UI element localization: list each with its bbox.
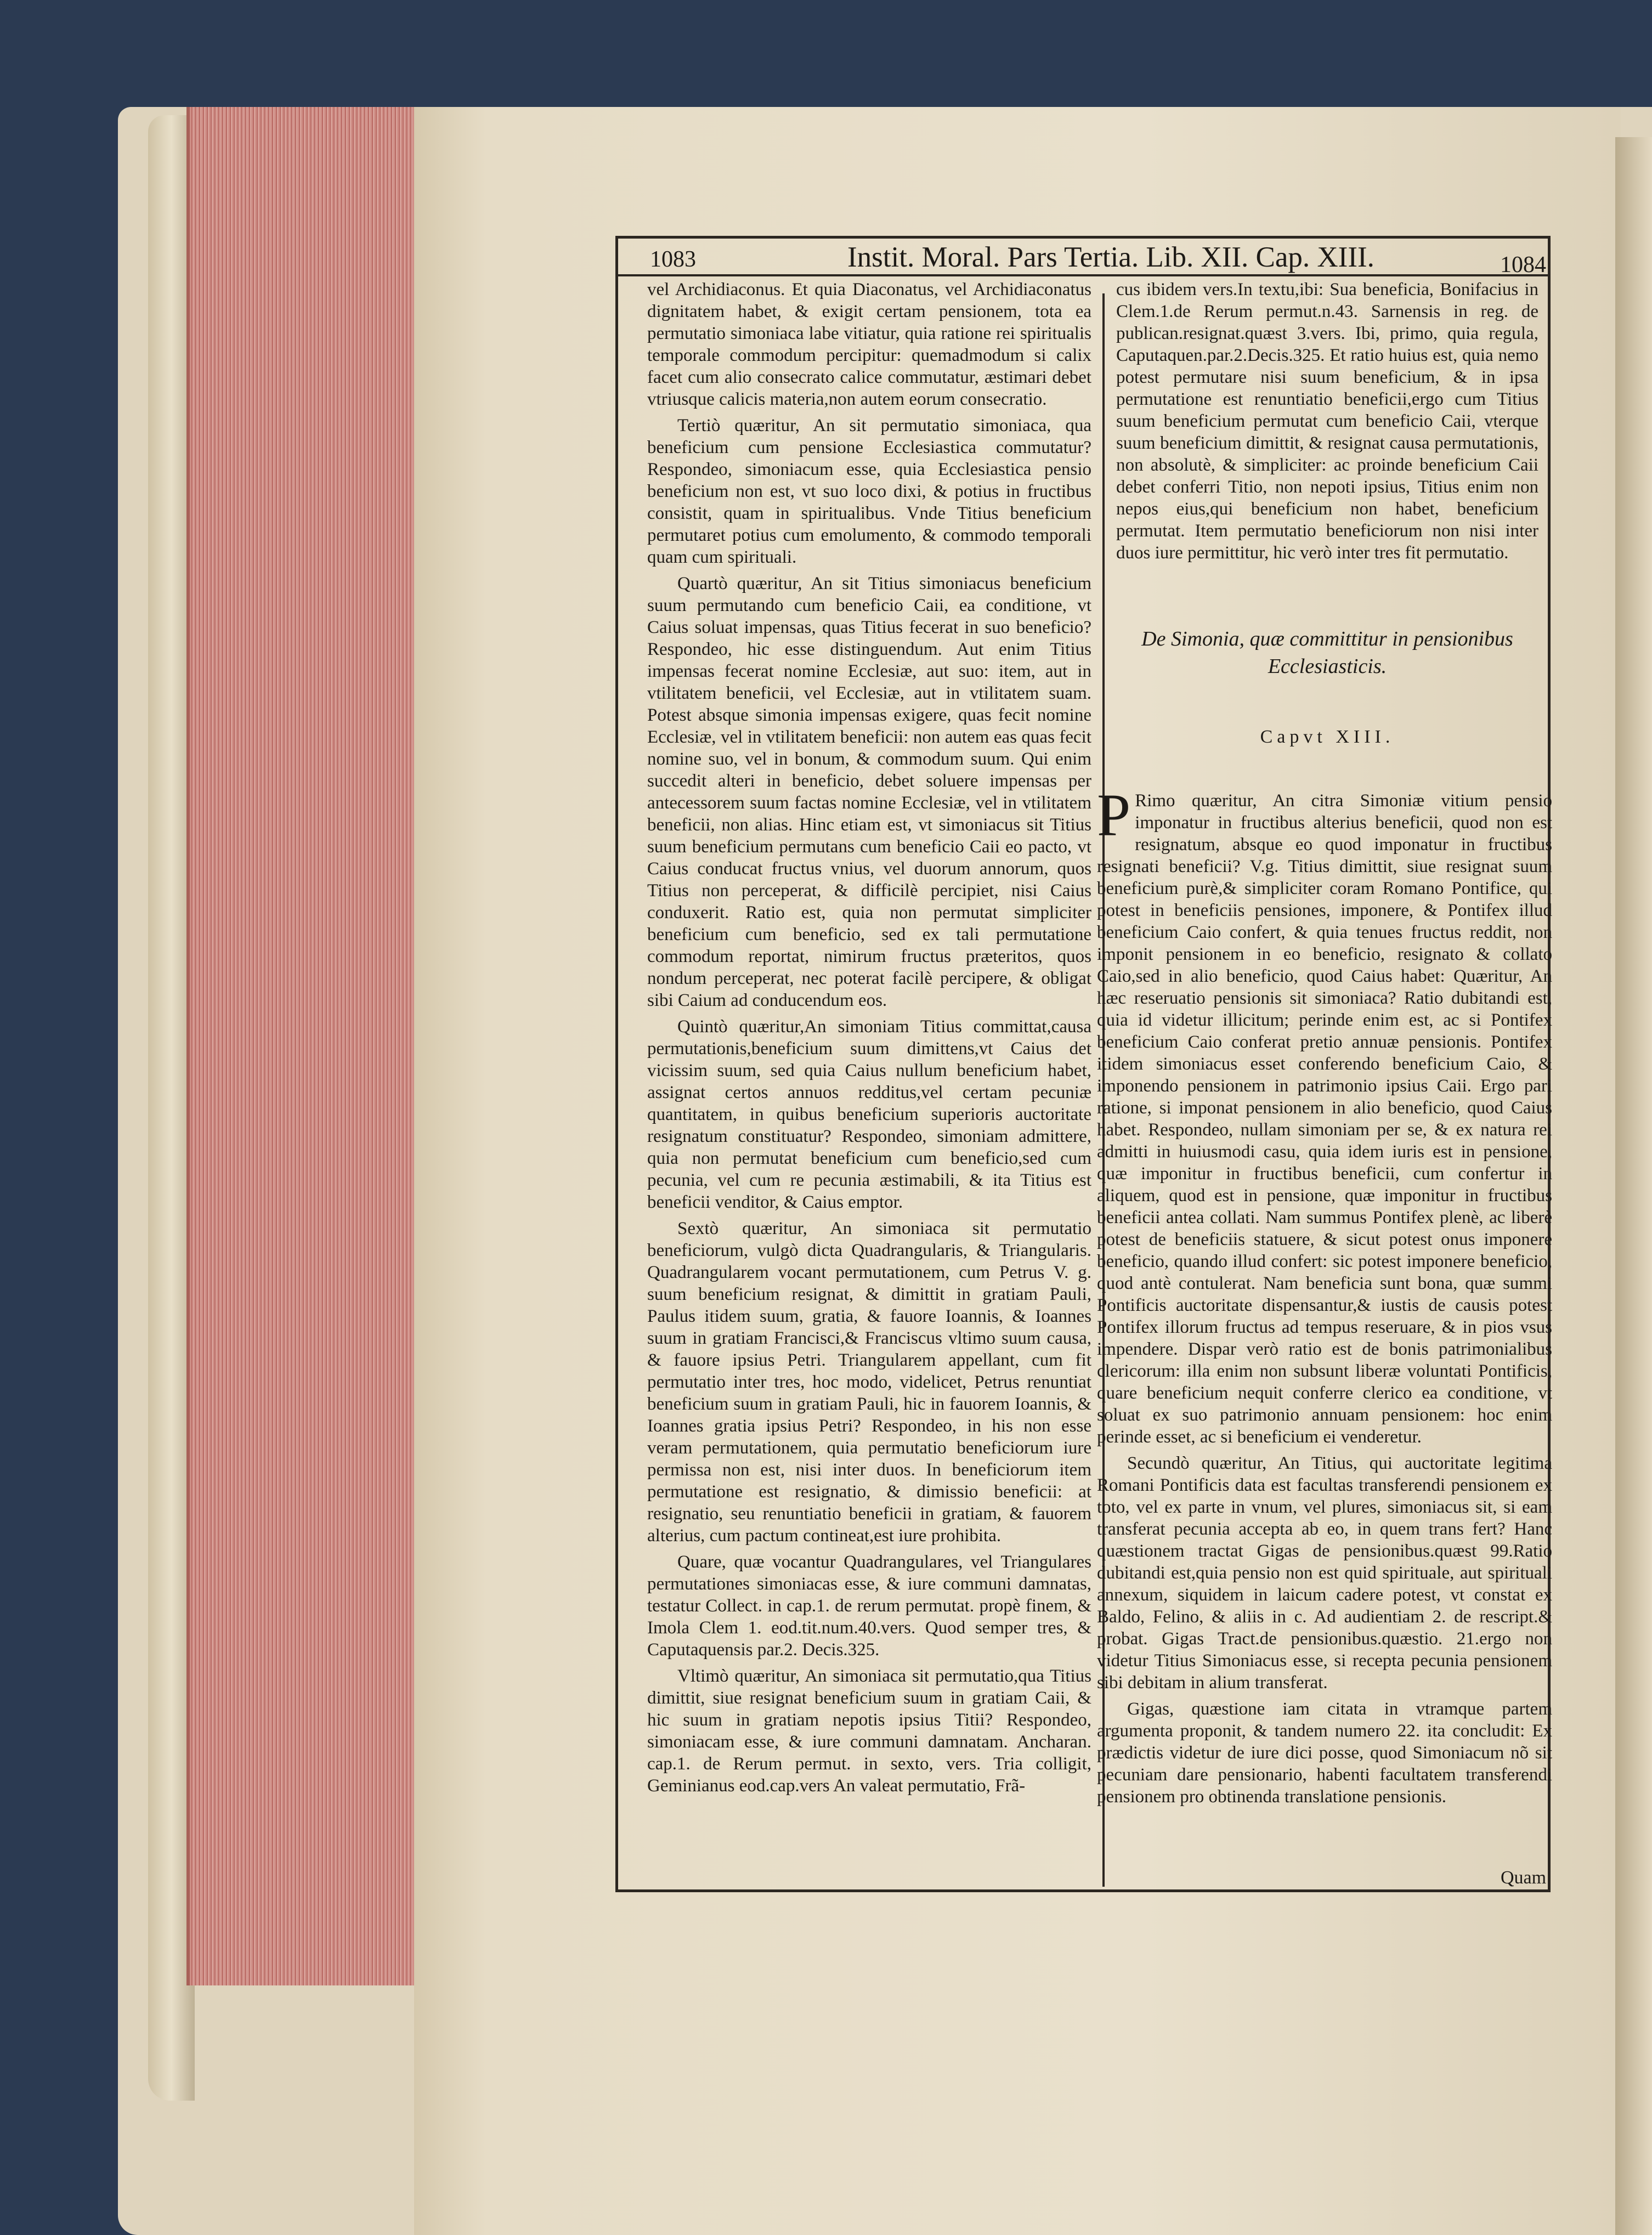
paragraph: Quartò quæritur, An sit Titius simoniacus beneficium suum permutando cum beneficio Caii, ea conditione, vt Caius soluat impensas, quas Titius fecerat in suo beneficio? Respondeo, hic esse distinguendum. Aut enim Titius impensas fecerat nomine Ecclesiæ, aut suo: item, aut in vtilitatem beneficii, vel Ecclesiæ, aut in vtilitatem suam. Potest absque simonia impensas exigere, quas fecit nomine Ecclesiæ, vel in vtilitatem beneficii: non autem eas quas fecit nomine suo, vel in bonum, & commodum suum. Qui enim succedit alteri in beneficio, debet soluere impensas per antecessorem suum factas nomine Ecclesiæ, vel in vtilitatem beneficii, non alias. Hinc etiam est, vt simoniacus sit Titius suum beneficium permutans cum beneficio Caii eo pacto, vt Caius conducat fructus vnius, vel duorum annorum, quos Titius non perceperat, & difficilè percipiet, nisi Caius conduxerit. Ratio est, quia non permutat simpliciter beneficium cum beneficio, sed ex tali permutatione commodum reportat, nimirum fructus præteritos, quos nondum perceperat, nec poterat facilè percipere, & obligat sibi Caium ad conducendum eos. (647, 574, 1091, 1010)
left-page-number: 1083 (650, 247, 696, 272)
paragraph: Gigas, quæstione iam citata in vtramque partem argumenta proponit, & tandem numero 22. ita concludit: Ex prædictis videtur de iure dici posse, quod Simoniacum nõ sit pecuniam dare pensionario, habenti facultatem transferendi pensionem pro obtinenda translatione pensionis. (1097, 1699, 1552, 1807)
paragraph (1097, 790, 1552, 1448)
left-column (647, 279, 1091, 1886)
paragraph: vel Archidiaconus. Et quia Diaconatus, vel Archidiaconatus dignitatem habet, & exigit certam pensionem, tota ea permutatio simoniaca labe vitiatur, quia ratione rei spiritualis temporale commodum percipitur: quemadmodum si calix facet cum alio consecrato calice commutatur, æstimari debet vtriusque calicis materia,non autem eorum consecratio. (647, 280, 1091, 409)
header-rule (615, 274, 1551, 276)
paragraph: Quintò quæritur,An simoniam Titius committat,causa permutationis,beneficium suum dimittens,vt Caius det vicissim suum, sed quia Caius nullum beneficium habet, assignat certos annuos redditus,vel certam pecuniæ quantitatem, in quibus beneficium superioris auctoritate resignatum constituatur? Respondeo, simoniam admittere, quia non permutat beneficium cum beneficio,sed cum pecunia, vel cum re pecunia æstimabili, & ita Titius est beneficii venditor, & Caius emptor. (647, 1017, 1091, 1212)
paragraph: Tertiò quæritur, An sit permutatio simoniaca, qua beneficium cum pensione Ecclesiastica commutatur? Respondeo, simoniacum esse, quia Ecclesiastica pensio beneficium non est, vt suo loco dixi, & potius in fructibus consistit, quam in spiritualibus. Vnde Titius beneficium permutaret potius cum emolumento, & commodo temporali quam cum spirituali. (647, 416, 1091, 567)
paragraph: Vltimò quæritur, An simoniaca sit permutatio,qua Titius dimittit, siue resignat beneficium suum in gratiam Caii, & hic suum in gratiam nepotis ipsius Titii? Respondeo, simoniacam esse, & iure communi damnatam. Ancharan. cap.1. de Rerum permut. in sexto, vers. Tria colligit, Geminianus eod.cap.vers An valeat permutatio, Frã- (647, 1666, 1091, 1796)
facing-page-edge (1615, 137, 1652, 2235)
paragraph: cus ibidem vers.In textu,ibi: Sua beneficia, Bonifacius in Clem.1.de Rerum permut.n.43. Sarnensis in reg. de publican.resignat.quæst 3.vers. Ibi, primo, quia regula, Caputaquen.par.2.Decis.325. Et ratio huius est, quia nemo potest permutare nisi suum beneficium, & in ipsa permutatione est renuntiatio beneficii,ergo cum Titius suum beneficium permutat cum beneficio Caii, vterque suum beneficium dimittit, & resignat causa permutationis, non absolutè, & simpliciter: ac proinde beneficium Caii debet conferri Titio, non nepoti ipsius, Titius enim non nepos eius,qui beneficium non habet, beneficium permutat. Item permutatio beneficiorum non nisi inter duos iure permittitur, hic verò inter tres fit permutatio. (1116, 280, 1538, 563)
catchword: Quam (1501, 1868, 1547, 1888)
chapter-title: Capvt XIII. (1260, 727, 1395, 747)
paragraph: Secundò quæritur, An Titius, qui auctoritate legitima Romani Pontificis data est facultas transferendi pensionem ex toto, vel ex parte in vnum, vel plures, simoniacus sit, si eam transferat pecunia accepta ab eo, in quem trans fert? Hanc quæstionem tractat Gigas de pensionibus.quæst 99.Ratio dubitandi est,quia pensio non est quid spirituale, aut spirituali annexum, siquidem in laicum cadere potest, vt constat ex Baldo, Felino, & aliis in c. Ad audientiam 2. de rescript.& probat. Gigas Tract.de pensionibus.quæstio. 21.ergo non videtur Titius Simoniacus esse, si recepta pecunia pensionem sibi debitam in alium transferat. (1097, 1453, 1552, 1693)
right-page-number: 1084 (1500, 252, 1546, 278)
running-head: Instit. Moral. Pars Tertia. Lib. XII. Cap. XIII. (847, 241, 1374, 273)
page-edges (186, 107, 420, 1985)
drop-cap: P (1097, 790, 1131, 848)
paragraph: Sextò quæritur, An simoniaca sit permutatio beneficiorum, vulgò dicta Quadrangularis, & Triangularis. Quadrangularem vocant permutationem, cum Petrus V. g. suum beneficium resignat, & dimittit in gratiam Pauli, Paulus itidem suum, gratia, & fauore Ioannis, & Ioannes suum in gratiam Francisci,& Franciscus vltimo suum causa, & fauore ipsius Petri. Triangularem appellant, cum fit permutatio inter tres, hoc modo, videlicet, Petrus renuntiat beneficium suum in gratiam Pauli, hic in fauorem Ioannis, & Ioannes gratia ipsius Petri? Respondeo, in his non esse veram permutationem, quia permutatio beneficiorum iure permissa non est, nisi inter duos. In beneficiorum item permutatione est resignatio, & dimissio beneficii: at resignatio, seu renuntiatio beneficii in gratiam, & fauorem alterius, cum pactum contineat,est iure prohibita. (647, 1219, 1091, 1546)
section-title: De Simonia, quæ committitur in pensionibus Ecclesiasticis. (1141, 627, 1513, 678)
paragraph-text: Rimo quæritur, An citra Simoniæ vitium pensio imponatur in fructibus alterius beneficii, quod non est resignatum, absque eo quod imponatur in fructibus resignati beneficii? V.g. Titius dimittit, siue resignat suum beneficium purè,& simpliciter coram Romano Pontifice, qui potest in beneficiis pensiones, imponere, & Pontifex illud beneficium Caio confert, & quia tenues fructus reddit, non imponit pensionem in eo beneficio, resignato & collato Caio,sed in alio beneficio, quod Caius habet: Quæritur, An hæc reseruatio pensionis sit simoniaca? Ratio dubitandi est, quia id videtur illicitum; perinde enim est, ac si Pontifex beneficium Caio conferat pretio annuæ pensionis. Pontifex itidem simoniacus esset conferendo beneficium Caio, & imponendo pensionem in patrimonio ipsius Caii. Ergo pari ratione, si imponat pensionem in alio beneficio, quod Caius habet. Respondeo, nullam simoniam per se, & ex natura rei admitti in huiusmodi casu, quia idem iuris est in pensione, quæ imponitur in fructibus beneficii, cum confertur in aliquem, quod est in pensione, quæ imponitur in fructibus beneficii antea collati. Nam summus Pontifex plenè, ac liberè potest de beneficiis statuere, & sicut potest onus imponere beneficio, quando illud confert: sic potest imponere beneficio, quod antè contulerat. Nam beneficia sunt bona, quæ summi Pontificis auctoritate dispensantur,& iustis de causis potest Pontifex illorum fructus ad tempus reseruare, & in pios vsus impendere. Dispar verò ratio est de bonis patrimonialibus clericorum: illa enim non subsunt liberæ voluntati Pontificis, quare beneficium nequit conferre clerico ea conditione, vt soluat ex suo patrimonio annuam pensionem: hoc enim perinde esset, ac si beneficium ei venderetur. (1097, 791, 1552, 1447)
right-column-continuation (1116, 279, 1538, 578)
paragraph: Quare, quæ vocantur Quadrangulares, vel Triangulares permutationes simoniacas esse, & iure communi damnatas, testatur Collect. in cap.1. de rerum permutat. propè finem, & Imola Clem 1. eod.tit.num.40.vers. Quod semper tres, & Caputaquensis par.2. Decis.325. (647, 1552, 1091, 1660)
right-column-main (1097, 790, 1552, 1859)
